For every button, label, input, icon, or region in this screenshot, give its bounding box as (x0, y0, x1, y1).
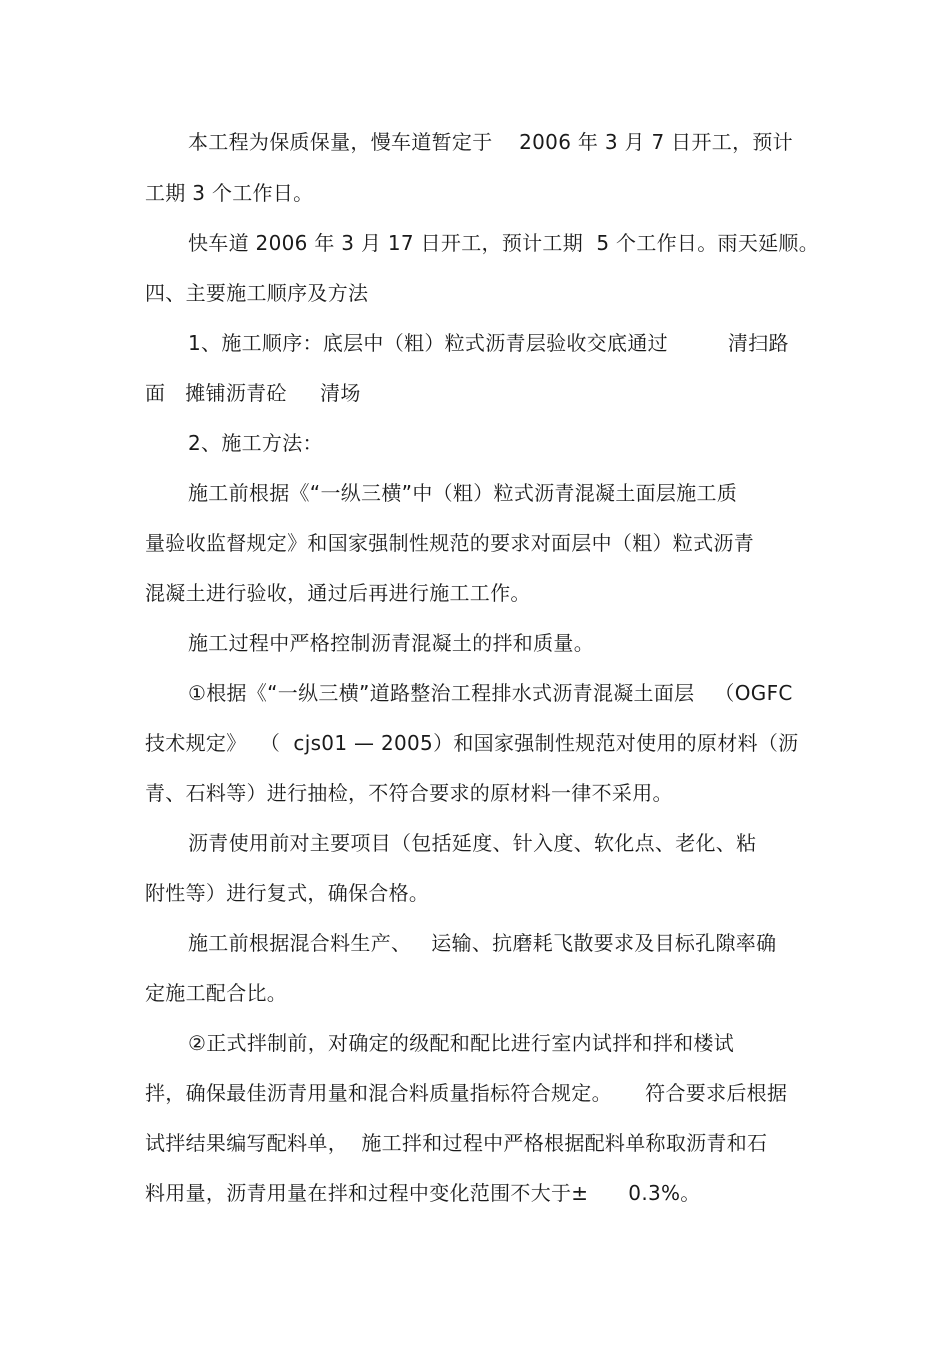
paragraph-line: 定施工配合比。 (145, 981, 288, 1005)
paragraph-line: 施工前根据混合料生产、 运输、抗磨耗飞散要求及目标孔隙率确 (188, 931, 777, 955)
section-heading: 四、主要施工顺序及方法 (145, 281, 369, 305)
paragraph-line: 试拌结果编写配料单， 施工拌和过程中严格根据配料单称取沥青和石 (145, 1131, 768, 1155)
paragraph-line: 拌，确保最佳沥青用量和混合料质量指标符合规定。 符合要求后根据 (145, 1081, 788, 1105)
paragraph-line: 沥青使用前对主要项目（包括延度、针入度、软化点、老化、粘 (188, 831, 757, 855)
paragraph-line: 1、施工顺序：底层中（粗）粒式沥青层验收交底通过 清扫路 (188, 331, 789, 355)
paragraph-line: 施工过程中严格控制沥青混凝土的拌和质量。 (188, 631, 594, 655)
paragraph-line: 面 摊铺沥青砼 清场 (145, 381, 361, 405)
subsection-heading: 2、施工方法： (188, 431, 323, 455)
paragraph-line: ①根据《“一纵三横”道路整治工程排水式沥青混凝土面层 （OGFC (188, 681, 793, 705)
paragraph-line: 技术规定》 （ cjs01 — 2005）和国家强制性规范对使用的原材料（沥 (145, 731, 799, 755)
paragraph-line: 量验收监督规定》和国家强制性规范的要求对面层中（粗）粒式沥青 (145, 531, 754, 555)
paragraph-line: 快车道 2006 年 3 月 17 日开工，预计工期 5 个工作日。雨天延顺。 (188, 231, 820, 255)
paragraph-line: 料用量，沥青用量在拌和过程中变化范围不大于± 0.3%。 (145, 1181, 701, 1205)
paragraph-line: ②正式拌制前，对确定的级配和配比进行室内试拌和拌和楼试 (188, 1031, 735, 1055)
paragraph-line: 混凝土进行验收，通过后再进行施工工作。 (145, 581, 531, 605)
paragraph-line: 施工前根据《“一纵三横”中（粗）粒式沥青混凝土面层施工质 (188, 481, 738, 505)
paragraph-line: 青、石料等）进行抽检，不符合要求的原材料一律不采用。 (145, 781, 673, 805)
paragraph-line: 本工程为保质保量，慢车道暂定于 2006 年 3 月 7 日开工，预计 (188, 130, 793, 154)
paragraph-line: 附性等）进行复式，确保合格。 (145, 881, 430, 905)
paragraph-line: 工期 3 个工作日。 (145, 181, 314, 205)
